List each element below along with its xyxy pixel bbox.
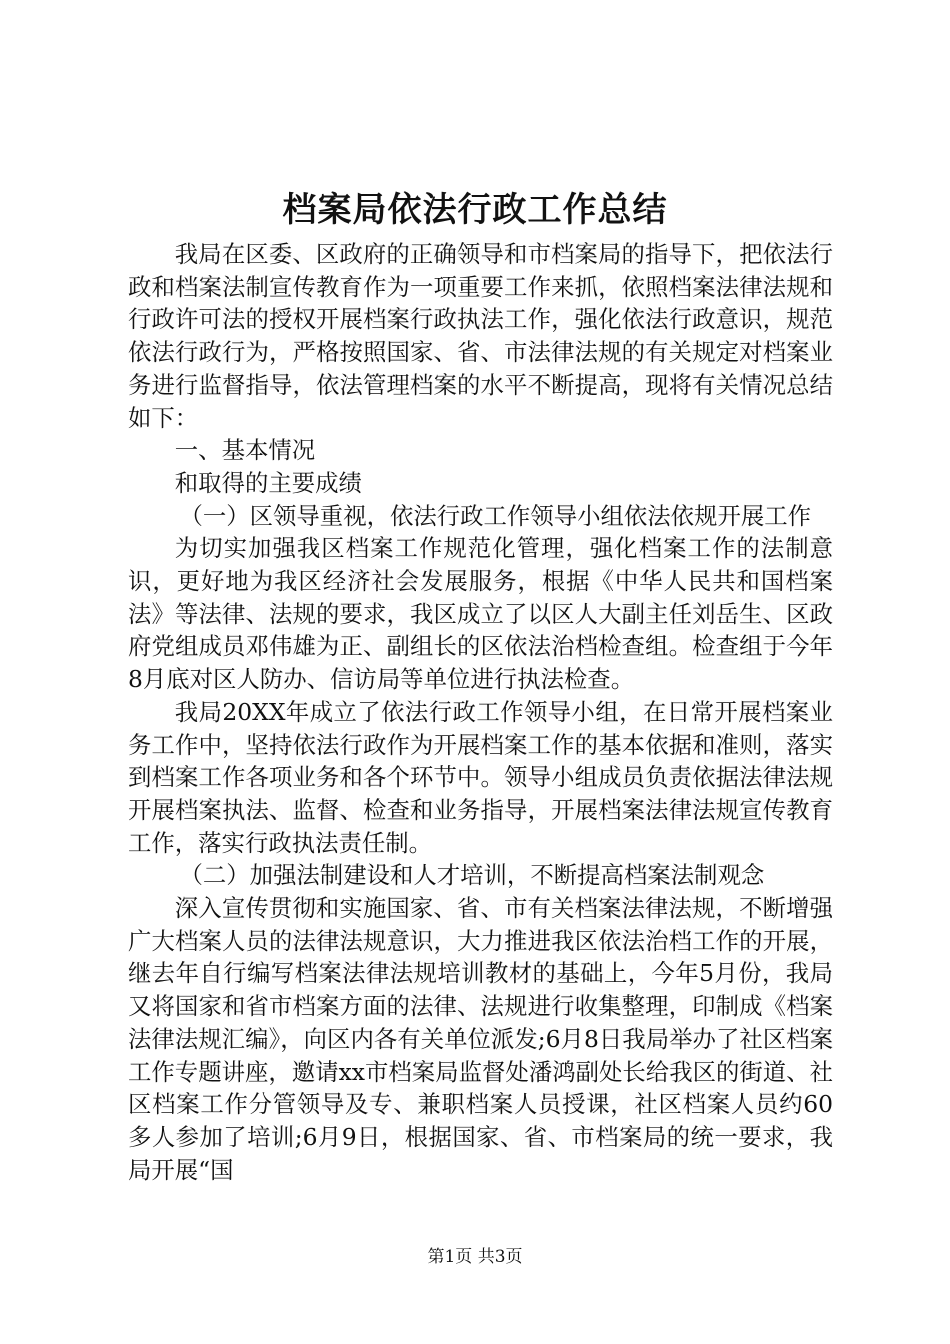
section-heading-1-cont: 和取得的主要成绩	[174, 468, 362, 497]
paragraph-intro: 我局在区委、区政府的正确领导和市档案局的指导下，把依法行政和档案法制宣传教育作为一项重要工作来抓，依照档案法律法规和行政许可法的授权开展档案行政执法工作，强化依法行政意识，规范依法行政行为，严格按照国家、省、市法律法规的有关规定对档案业务进行监督指导，依法管理档案的水平不断提高，现将有关情况总结如下：	[128, 240, 833, 432]
subsection-heading-2: （二）加强法制建设和人才培训，不断提高档案法制观念	[179, 861, 765, 890]
paragraph-leading-group: 我局20XX年成立了依法行政工作领导小组，在日常开展档案业务工作中，坚持依法行政作为开展档案工作的基本依据和准则，落实到档案工作各项业务和各个环节中。领导小组成员负责依据法律法规开展档案执法、监督、检查和业务指导，开展档案法律法规宣传教育工作，落实行政执法责任制。	[128, 697, 833, 857]
page-number-footer: 第1页 共3页	[427, 1247, 523, 1267]
document-body	[128, 238, 833, 1186]
document-title: 档案局依法行政工作总结	[282, 190, 668, 230]
subsection-heading-1: （一）区领导重视，依法行政工作领导小组依法依规开展工作	[179, 501, 812, 530]
paragraph-inspection-group: 为切实加强我区档案工作规范化管理，强化档案工作的法制意识，更好地为我区经济社会发展服务，根据《中华人民共和国档案法》等法律、法规的要求，我区成立了以区人大副主任刘岳生、区政府党组成员邓伟雄为正、副组长的区依法治档检查组。检查组于今年8月底对区人防办、信访局等单位进行执法检查。	[128, 534, 833, 694]
paragraph-training: 深入宣传贯彻和实施国家、省、市有关档案法律法规，不断增强广大档案人员的法律法规意识，大力推进我区依法治档工作的开展，继去年自行编写档案法律法规培训教材的基础上，今年5月份，我局又将国家和省市档案方面的法律、法规进行收集整理，印制成《档案法律法规汇编》，向区内各有关单位派发;6月8日我局举办了社区档案工作专题讲座，邀请xx市档案局监督处潘鸿副处长给我区的街道、社区档案工作分管领导及专、兼职档案人员授课，社区档案人员约60多人参加了培训;6月9日，根据国家、省、市档案局的统一要求，我局开展“国	[128, 894, 833, 1184]
section-heading-1: 一、基本情况	[174, 436, 316, 465]
